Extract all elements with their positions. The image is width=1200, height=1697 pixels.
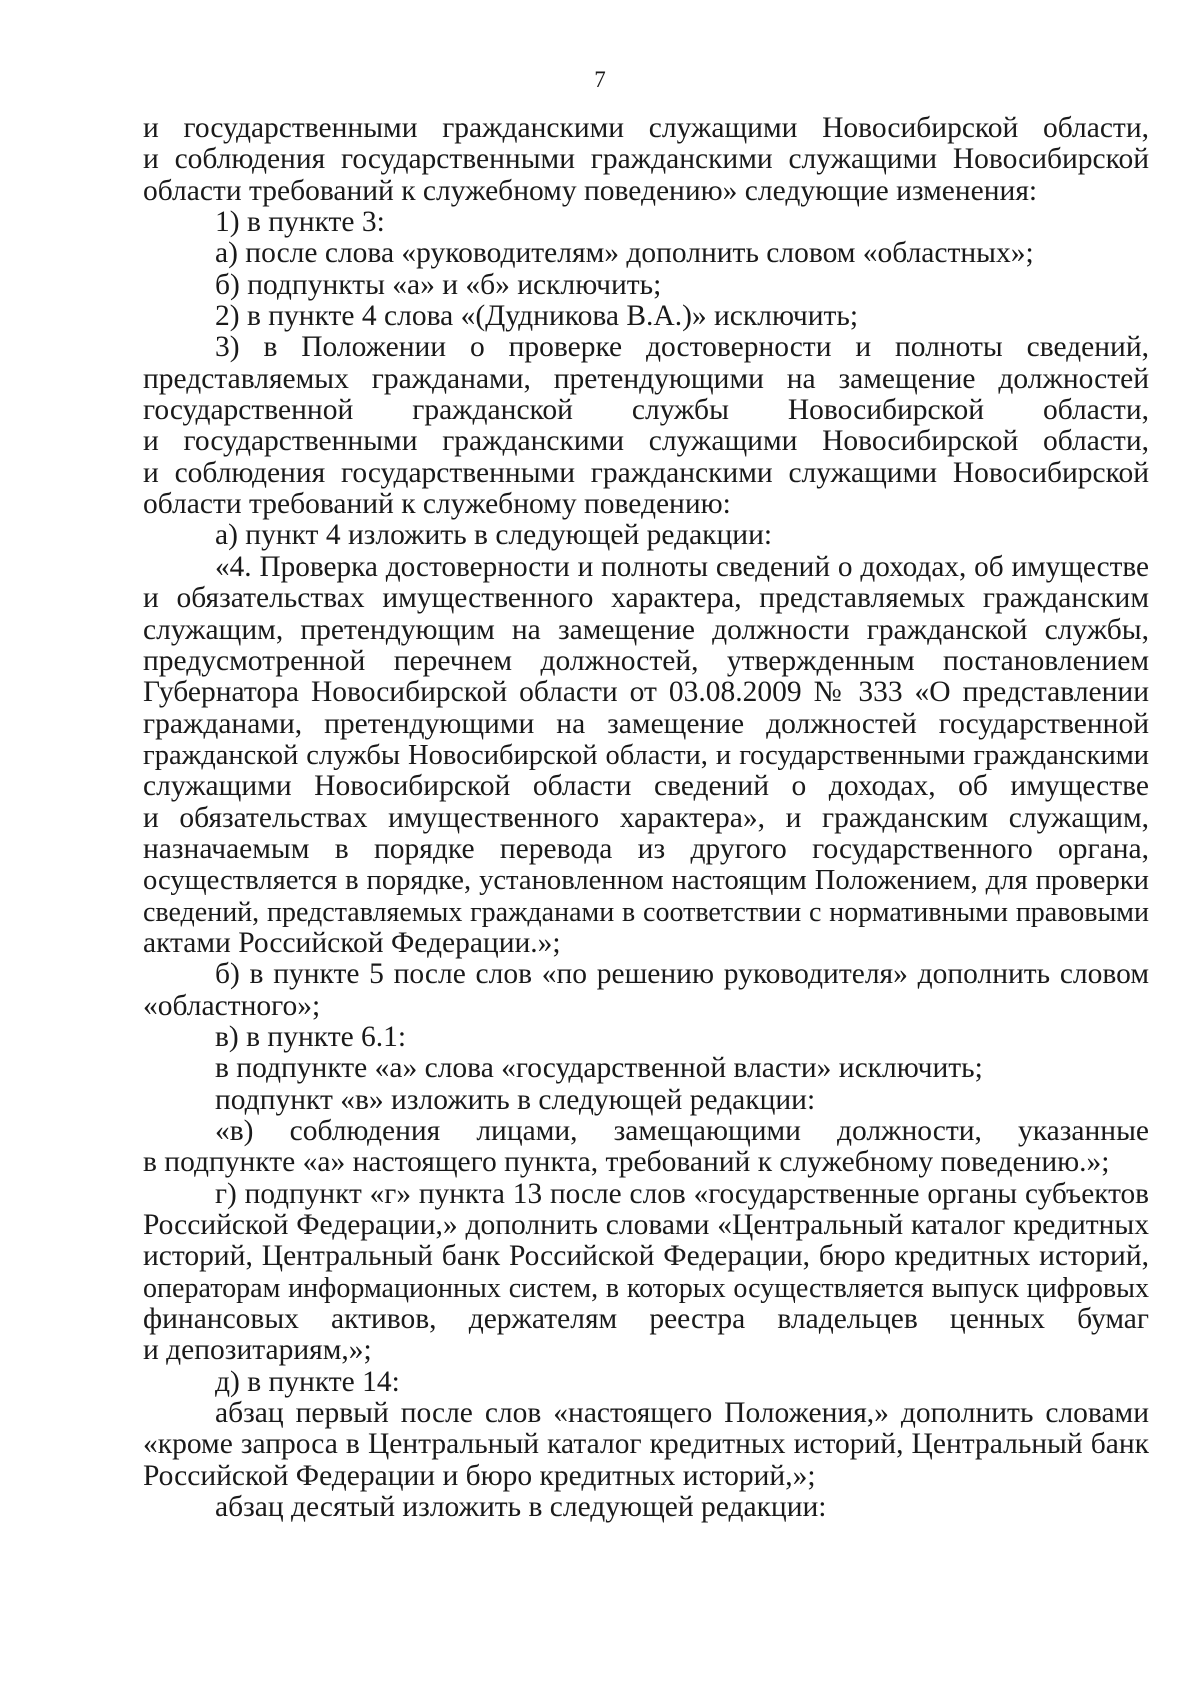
text-line: осуществляется в порядке, установленном настоящим Положением, для проверки	[143, 865, 1149, 897]
text-line: «областного»;	[143, 989, 321, 1022]
text-line: и обязательствах имущественного характера, представляемых гражданским	[143, 582, 1149, 615]
text-line: б) в пункте 5 после слов «по решению руководителя» дополнить словом	[215, 958, 1149, 991]
text-line: г) подпункт «г» пункта 13 после слов «государственные органы субъектов	[215, 1177, 1149, 1210]
text-line: государственной гражданской службы Новосибирской области,	[143, 394, 1149, 427]
text-line: операторам информационных систем, в которых осуществляется выпуск цифровых	[143, 1272, 1149, 1304]
text-line: 3) в Положении о проверке достоверности и полноты сведений,	[215, 331, 1149, 364]
text-line: а) после слова «руководителям» дополнить словом «областных»;	[215, 237, 1034, 270]
text-line: сведений, представляемых гражданами в соответствии с нормативными правовыми	[143, 896, 1149, 928]
text-line: подпункт «в» изложить в следующей редакции:	[215, 1083, 816, 1116]
text-line: и соблюдения государственными гражданскими служащими Новосибирской	[143, 456, 1149, 489]
text-line: абзац первый после слов «настоящего Положения,» дополнить словами	[215, 1397, 1149, 1430]
text-line: области требований к служебному поведению» следующие изменения:	[143, 174, 1038, 207]
text-line: Российской Федерации,» дополнить словами «Центральный каталог кредитных	[143, 1209, 1149, 1242]
text-line: абзац десятый изложить в следующей редакции:	[215, 1491, 827, 1524]
page-number: 7	[594, 67, 606, 92]
text-line: в подпункте «а» настоящего пункта, требований к служебному поведению.»;	[143, 1146, 1110, 1179]
text-line: и государственными гражданскими служащими Новосибирской области,	[143, 425, 1149, 458]
text-line: в) в пункте 6.1:	[215, 1020, 407, 1053]
text-line: финансовых активов, держателям реестра владельцев ценных бумаг	[143, 1303, 1149, 1336]
text-line: «в) соблюдения лицами, замещающими должности, указанные	[215, 1115, 1149, 1147]
text-line: 1) в пункте 3:	[215, 206, 385, 239]
text-line: служащим, претендующим на замещение должности гражданской службы,	[143, 613, 1149, 646]
text-line: гражданской службы Новосибирской области, и государственными гражданскими	[143, 739, 1149, 771]
text-line: б) подпункты «а» и «б» исключить;	[215, 268, 662, 301]
text-line: «4. Проверка достоверности и полноты сведений о доходах, об имуществе	[215, 550, 1149, 583]
text-line: 2) в пункте 4 слова «(Дудникова В.А.)» исключить;	[215, 300, 859, 333]
text-line: служащими Новосибирской области сведений о доходах, об имуществе	[143, 770, 1149, 803]
text-line: предусмотренной перечнем должностей, утвержденным постановлением	[143, 644, 1149, 677]
text-line: представляемых гражданами, претендующими на замещение должностей	[143, 362, 1149, 395]
text-line: области требований к служебному поведению:	[143, 488, 731, 521]
text-line: актами Российской Федерации.»;	[143, 926, 561, 959]
text-line: и соблюдения государственными гражданскими служащими Новосибирской	[143, 143, 1149, 176]
text-line: назначаемым в порядке перевода из другого государственного органа,	[143, 832, 1149, 865]
text-line: и депозитариям,»;	[143, 1334, 372, 1367]
text-line: в подпункте «а» слова «государственной власти» исключить;	[215, 1052, 983, 1085]
text-line: гражданами, претендующими на замещение должностей государственной	[143, 707, 1149, 740]
document-body	[143, 113, 1149, 1523]
text-line: и обязательствах имущественного характера», и гражданским служащим,	[143, 801, 1149, 834]
text-line: д) в пункте 14:	[215, 1365, 400, 1398]
text-line: и государственными гражданскими служащими Новосибирской области,	[143, 112, 1149, 144]
text-line: «кроме запроса в Центральный каталог кредитных историй, Центральный банк	[143, 1428, 1149, 1461]
text-line: историй, Центральный банк Российской Федерации, бюро кредитных историй,	[143, 1240, 1149, 1273]
text-line: Российской Федерации и бюро кредитных историй,»;	[143, 1459, 816, 1492]
text-line: Губернатора Новосибирской области от 03.08.2009 № 333 «О представлении	[143, 676, 1149, 709]
text-line: а) пункт 4 изложить в следующей редакции:	[215, 519, 773, 552]
